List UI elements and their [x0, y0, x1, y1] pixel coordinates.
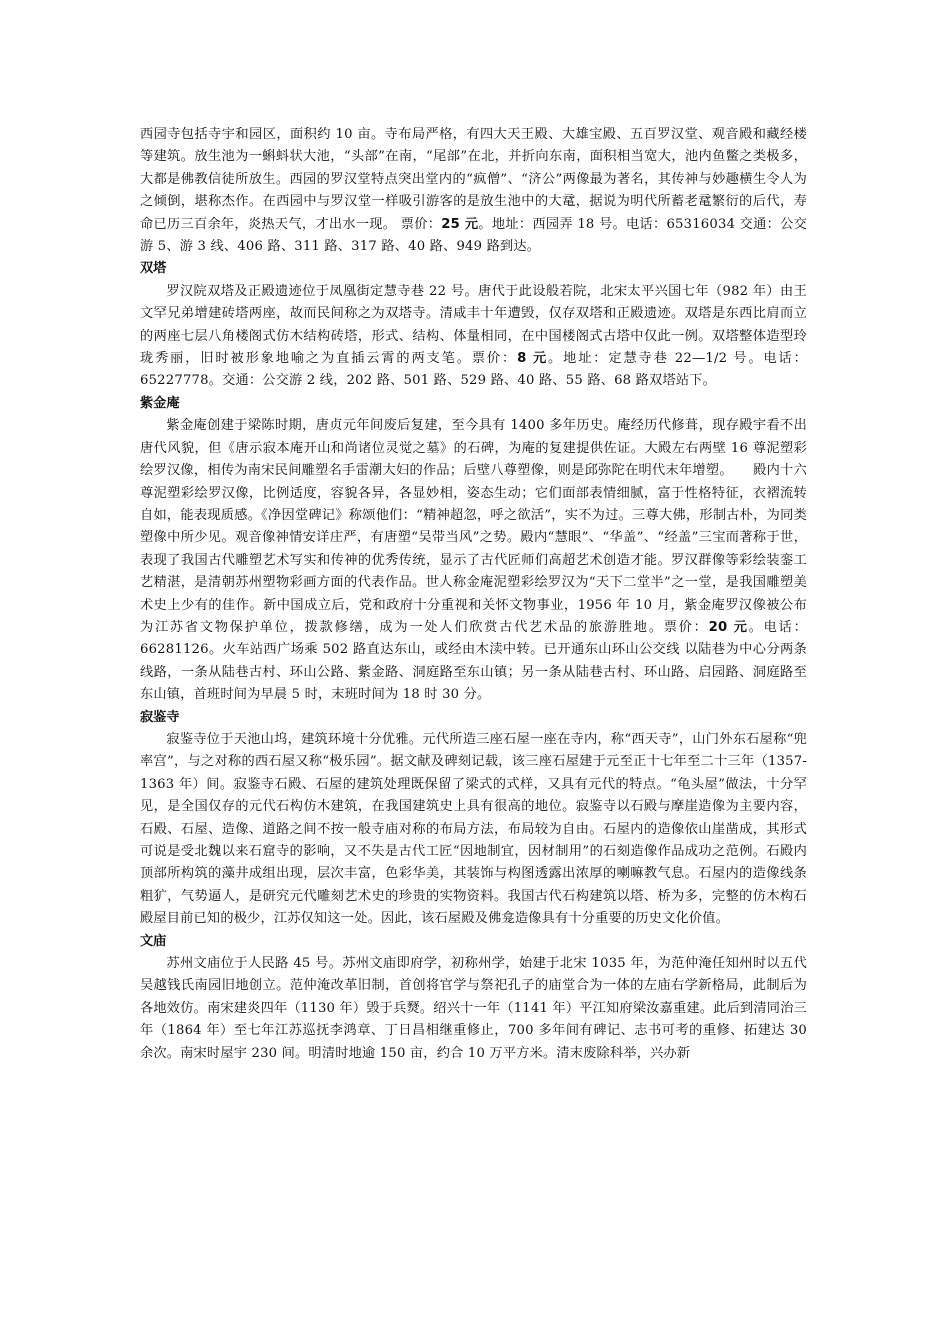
xiyuan-paragraph: [140, 124, 807, 258]
shuangta-heading: 双塔: [140, 261, 167, 277]
zijin-text-a: 紫金庵创建于梁陈时期，唐贞元年间废后复建，至今具有 1400 多年历史。庵经历代修葺，现存殿宇看不出唐代风貌，但《唐示寂本庵开山和尚诸位灵觉之墓》的石碑，为庵的复建提供佐证。大殿左右两壁 16 尊泥塑彩绘罗汉像，相传为南宋民间雕塑名手雷潮大妇的作品；后壁八尊塑像，则是邱弥陀在明代末年增塑。 殿内十六尊泥塑彩绘罗汉像，比例适度，容貌各异，各显妙相，姿态生动；它们面部表情细腻，富于性格特征，衣褶流转自如，能表现质感。《净因堂碑记》称颂他们：“精神超忽，呼之欲活”，实不为过。三尊大佛，形制古朴，为同类塑像中所少见。观音像神情安详庄严，有唐塑“吴带当风”之势。殿内“慧眼”、“华盖”、“经盖”三宝而著称于世，表现了我国古代雕塑艺术写实和传神的优秀传统，显示了古代匠师们高超艺术创造才能。罗汉群像等彩绘装銮工艺精湛，是清朝苏州塑物彩画方面的代表作品。世人称金庵泥塑彩绘罗汉为“天下二堂半”之一堂，是我国雕塑美术史上少有的佳作。新中国成立后，党和政府十分重视和关怀文物事业，1956 年 10 月，紫金庵罗汉像被公布为江苏省文物保护单位，拨款修缮，成为一处人们欣赏古代艺术品的旅游胜地。票价：: [140, 418, 807, 635]
zijin-heading: 紫金庵: [140, 395, 180, 411]
jijian-paragraph: 寂鉴寺位于天池山坞，建筑环境十分优雅。元代所造三座石屋一座在寺内，称“西天寺”，山门外东石屋称“兜率宫”，与之对称的西石屋又称“极乐园”。据文献及碑刻记载，该三座石屋建于元至正十七年至二十三年（1357-1363 年）间。寂鉴寺石殿、石屋的建筑处理既保留了梁式的式样，又具有元代的特点。“龟头屋”做法，十分罕见，是全国仅存的元代石构仿木建筑，在我国建筑史上具有很高的地位。寂鉴寺以石殿与摩崖造像为主要内容，石殿、石屋、造像、道路之间不按一般寺庙对称的布局方法，布局较为自由。石屋内的造像依山崖凿成，其形式可说是受北魏以来石窟寺的影响，又不失是古代工匠“因地制宜，因材制用”的石刻造像作品成功之范例。石殿内顶部所构筑的藻井成组出现，层次丰富，色彩华美，其装饰与构图透露出浓厚的喇嘛教气息。石屋内的造像线条粗犷，气势逼人，是研究元代雕刻艺术史的珍贵的实物资料。我国古代石构建筑以塔、桥为多，完整的仿木构石殿屋目前已知的极少，江苏仅知这一处。因此，该石屋殿及佛龛造像具有十分重要的历史文化价值。: [140, 731, 807, 927]
wenmiao-paragraph: 苏州文庙位于人民路 45 号。苏州文庙即府学，初称州学，始建于北宋 1035 年，为范仲淹任知州时以五代吴越钱氏南园旧地创立。范仲淹改革旧制，首创将官学与祭祀孔子的庙堂合为一体的左庙右学新格局，此制后为各地效仿。南宋建炎四年（1130 年）毁于兵燹。绍兴十一年（1141 年）平江知府梁汝嘉重建。此后到清同治三年（1864 年）至七年江苏巡抚李鸿章、丁日昌相继重修止，700 多年间有碑记、志书可考的重修、拓建达 30 余次。南宋时屋宇 230 间。明清时地逾 150 亩，约合 10 万平方米。清末废除科举，兴办新: [140, 956, 807, 1061]
shuangta-paragraph: [140, 281, 807, 393]
jijian-heading: 寂鉴寺: [140, 709, 180, 725]
zijin-paragraph: [140, 415, 807, 706]
xiyuan-text-b: 。地址：西园弄 18 号。电话：65316034 交通：公交游 5、游 3 线、406 路、311 路、317 路、40 路、949 路到达。: [140, 216, 808, 255]
document-page: [140, 124, 807, 1065]
xiyuan-text-a: 西园寺包括寺宇和园区，面积约 10 亩。寺布局严格，有四大天王殿、大雄宝殿、五百罗汉堂、观音殿和藏经楼等建筑。放生池为一蝌蚪状大池，“头部”在南，“尾部”在北，并折向东南，面积相当宽大，池内鱼鳖之类极多，大都是佛教信徒所放生。西园的罗汉堂特点突出堂内的“疯僧”、“济公”两像最为著名，其传神与妙趣横生令人为之倾倒，堪称杰作。在西园中与罗汉堂一样吸引游客的是放生池中的大鼋，据说为明代所蓄老鼋繁衍的后代，寿命已历三百余年，炎热天气，才出水一现。 票价：: [140, 127, 807, 232]
xiyuan-price: 25 元: [441, 216, 479, 232]
zijin-price: 20 元: [708, 619, 749, 635]
shuangta-price: 8 元: [517, 351, 549, 367]
shuangta-text-a: 罗汉院双塔及正殿遗迹位于凤凰街定慧寺巷 22 号。唐代于此设般若院，北宋太平兴国七年（982 年）由王文罕兄弟增建砖塔两座，故而民间称之为双塔寺。清咸丰十年遭毁，仅存双塔和正殿遗迹。双塔是东西比肩而立的两座七层八角楼阁式仿木结构砖塔，形式、结构、体量相同，在中国楼阁式古塔中仅此一例。双塔整体造型玲珑秀丽，旧时被形象地喻之为直插云霄的两支笔。票价：: [140, 283, 807, 367]
shuangta-text-b: 。地址：定慧寺巷 22—1/2 号。电话：65227778。交通：公交游 2 线，202 路、501 路、529 路、40 路、55 路、68 路双塔站下。: [140, 351, 808, 389]
wenmiao-heading: 文庙: [140, 933, 167, 949]
zijin-text-b: 。电话：66281126。火车站西广场乘 502 路直达东山，或经由木渎中转。已开通东山环山公交线 以陆巷为中心分两条线路，一条从陆巷古村、环山公路、紫金路、洞庭路至东山镇；另一条从陆巷古村、环山路、启园路、洞庭路至东山镇，首班时间为早晨 5 时，末班时间为 18 时 30 分。: [140, 619, 807, 703]
